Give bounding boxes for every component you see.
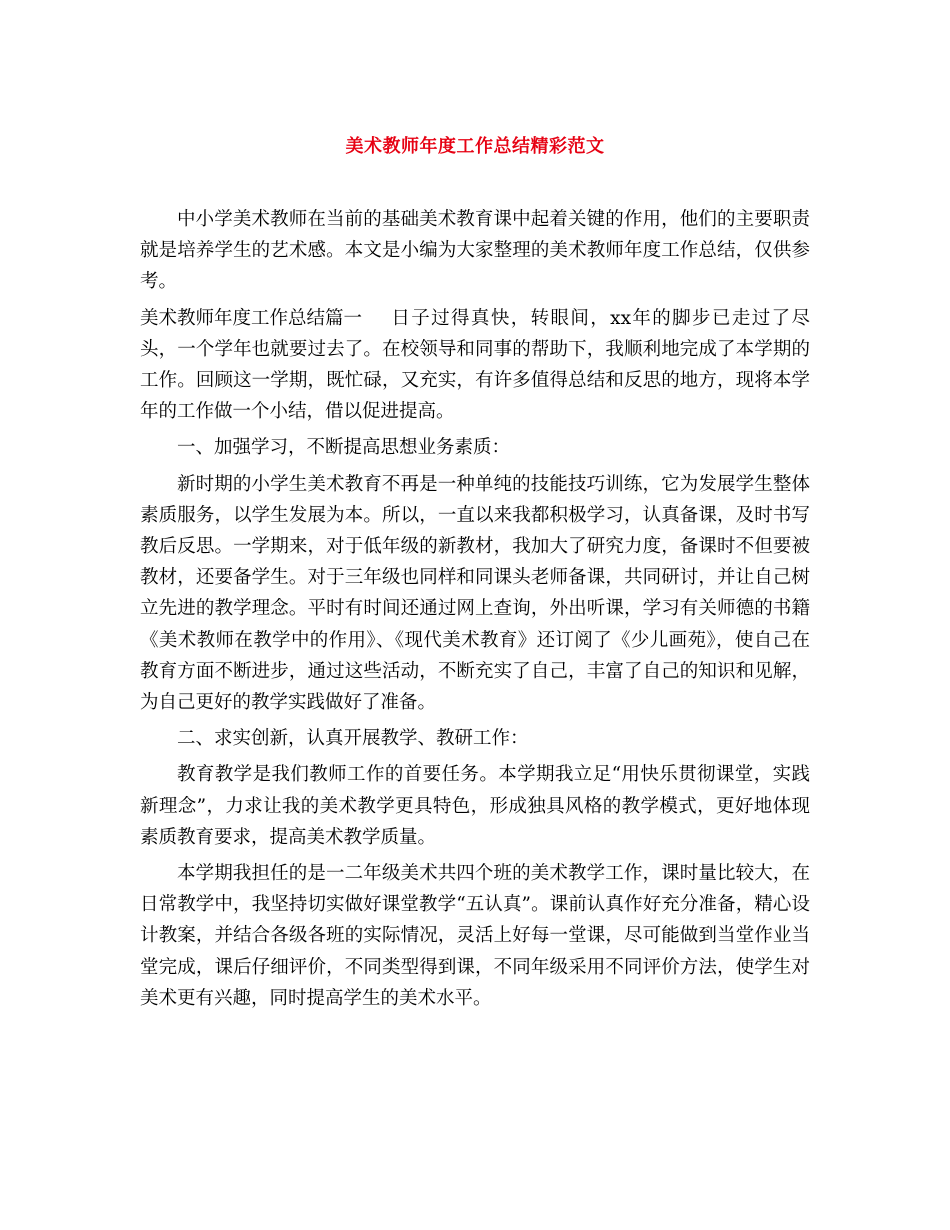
section1-paragraph bbox=[140, 303, 810, 428]
document-body bbox=[140, 204, 810, 1014]
part2-body-2: 本学期我担任的是一二年级美术共四个班的美术教学工作，课时量比较大，在日常教学中，我坚持切实做好课堂教学“五认真”。课前认真作好充分准备，精心设计教案，并结合各级各班的实际情况，灵活上好每一堂课，尽可能做到当堂作业当堂完成，课后仔细评价，不同类型得到课，不同年级采用不同评价方法，使学生对美术更有兴趣，同时提高学生的美术水平。 bbox=[140, 863, 810, 1009]
part2-heading: 二、求实创新，认真开展教学、教研工作： bbox=[177, 728, 529, 750]
section1-heading: 美术教师年度工作总结篇一 bbox=[140, 307, 363, 329]
part2-body-1: 教育教学是我们教师工作的首要任务。本学期我立足“用快乐贯彻课堂，实践新理念”，力求让我的美术教学更具特色，形成独具风格的教学模式，更好地体现素质教育要求，提高美术教学质量。 bbox=[140, 764, 810, 848]
intro-paragraph: 中小学美术教师在当前的基础美术教育课中起着关键的作用，他们的主要职责就是培养学生的艺术感。本文是小编为大家整理的美术教师年度工作总结，仅供参考。 bbox=[140, 209, 810, 293]
document-title: 美术教师年度工作总结精彩范文 bbox=[345, 136, 605, 157]
part1-body: 新时期的小学生美术教育不再是一种单纯的技能技巧训练，它为发展学生整体素质服务，以学生发展为本。所以，一直以来我都积极学习，认真备课，及时书写教后反思。一学期来，对于低年级的新教材，我加大了研究力度，备课时不但要被教材，还要备学生。对于三年级也同样和同课头老师备课，共同研讨，并让自己树立先进的教学理念。平时有时间还通过网上查询，外出听课，学习有关师德的书籍《美术教师在教学中的作用》、《现代美术教育》还订阅了《少儿画苑》，使自己在教育方面不断进步，通过这些活动，不断充实了自己，丰富了自己的知识和见解，为自己更好的教学实践做好了准备。 bbox=[140, 473, 810, 714]
section1-lead: 日子过得真快，转眼间，xx年的脚步已走过了尽头，一个学年也就要过去了。在校领导和同事的帮助下，我顺利地完成了本学期的工作。回顾这一学期，既忙碌，又充实，有许多值得总结和反思的地方，现将本学年的工作做一个小结，借以促进提高。 bbox=[140, 307, 810, 423]
part1-heading: 一、加强学习，不断提高思想业务素质： bbox=[177, 437, 511, 459]
